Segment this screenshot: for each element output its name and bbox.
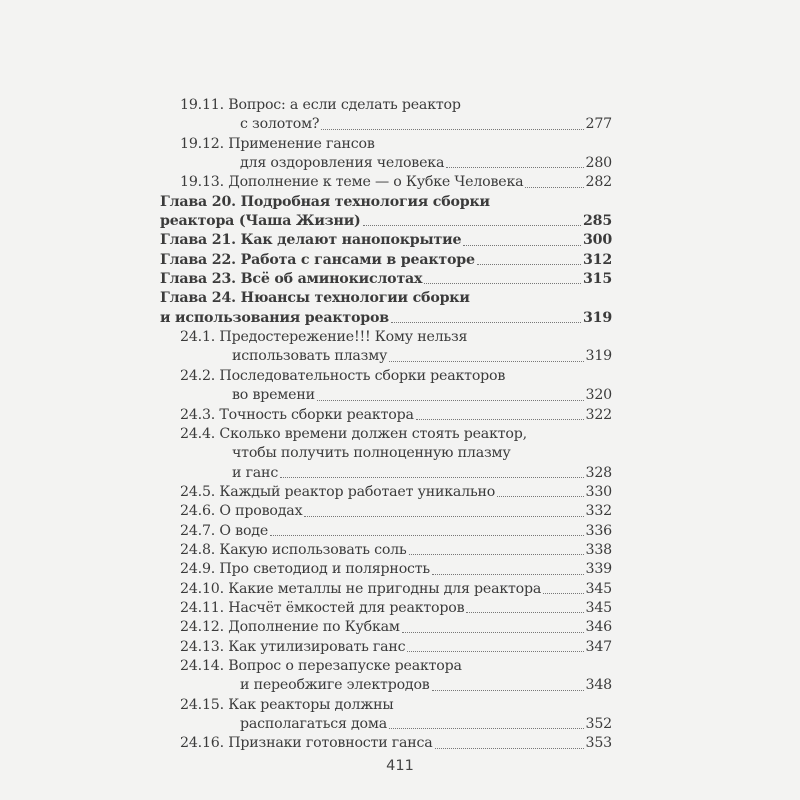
entry-number: 19.12. <box>180 135 224 152</box>
entry-title: Дополнение к теме — о Кубке Человека <box>228 174 524 191</box>
entry-number: 24.16. <box>180 735 224 752</box>
entry-page: 322 <box>585 406 612 423</box>
toc-line <box>160 464 612 483</box>
toc-entry <box>160 541 612 560</box>
toc-line <box>160 289 612 308</box>
dot-leader <box>477 264 581 265</box>
dot-leader <box>407 651 583 652</box>
entry-title: Вопрос о перезапуске реактора <box>228 657 462 674</box>
entry-title: Какую использовать соль <box>219 541 407 558</box>
toc-entry <box>160 483 612 502</box>
entry-page: 315 <box>582 271 612 288</box>
toc-line <box>160 541 612 560</box>
toc-line <box>160 502 612 521</box>
toc-line <box>160 580 612 599</box>
entry-page: 353 <box>585 735 612 752</box>
toc-entry <box>160 406 612 425</box>
toc-line <box>160 483 612 502</box>
dot-leader <box>402 632 584 633</box>
dot-leader <box>432 690 584 691</box>
dot-leader <box>446 167 583 168</box>
toc-line <box>160 347 612 366</box>
entry-page: 319 <box>582 309 612 326</box>
toc-entry <box>160 135 612 174</box>
toc-line <box>160 386 612 405</box>
entry-title: Про светодиод и полярность <box>219 561 430 578</box>
toc-entry <box>160 173 612 192</box>
entry-number: Глава 21. <box>160 232 236 249</box>
toc-entry <box>160 657 612 696</box>
entry-title: Какие металлы не пригодны для реактора <box>228 580 542 597</box>
dot-leader <box>389 728 584 729</box>
toc-line <box>160 425 612 444</box>
toc-line <box>160 715 612 734</box>
entry-title: Как делают нанопокрытие <box>240 232 462 249</box>
toc-line <box>160 522 612 541</box>
toc-line <box>160 367 612 386</box>
entry-title: для оздоровления человека <box>240 155 445 172</box>
entry-number: 24.1. <box>180 329 216 346</box>
entry-title: Предостережение!!! Кому нельзя <box>219 329 468 346</box>
dot-leader <box>389 361 583 362</box>
toc-entry <box>160 599 612 618</box>
entry-page: 332 <box>585 503 612 520</box>
table-of-contents <box>160 96 612 754</box>
entry-number: 19.11. <box>180 97 224 113</box>
toc-line <box>160 193 612 212</box>
entry-page: 345 <box>585 599 612 616</box>
toc-entry <box>160 328 612 367</box>
toc-entry <box>160 231 612 250</box>
entry-title: и переобжиге электродов <box>240 677 430 694</box>
entry-number: 24.5. <box>180 483 216 500</box>
toc-line <box>160 173 612 192</box>
entry-title: О проводах <box>219 503 303 520</box>
dot-leader <box>432 574 584 575</box>
dot-leader <box>317 400 584 401</box>
entry-title: Точность сборки реактора <box>219 406 414 423</box>
entry-number: 24.13. <box>180 638 224 655</box>
toc-entry <box>160 618 612 637</box>
toc-entry <box>160 251 612 270</box>
entry-number: Глава 20. <box>160 193 236 210</box>
entry-title: Нюансы технологии сборки <box>240 290 470 307</box>
entry-number: 24.4. <box>180 425 216 442</box>
entry-title: Сколько времени должен стоять реактор, <box>219 425 527 442</box>
dot-leader <box>463 245 581 246</box>
dot-leader <box>416 419 584 420</box>
dot-leader <box>466 612 583 613</box>
entry-number: 24.11. <box>180 599 224 616</box>
entry-number: 24.12. <box>180 619 224 636</box>
entry-page: 352 <box>585 716 612 732</box>
entry-page: 336 <box>585 522 612 539</box>
dot-leader <box>424 283 581 284</box>
entry-number: Глава 23. <box>160 271 236 288</box>
toc-line <box>160 231 612 250</box>
toc-entry <box>160 96 612 135</box>
entry-page: 330 <box>585 483 612 500</box>
entry-title: чтобы получить полноценную плазму <box>232 445 511 462</box>
entry-title: Всё об аминокислотах <box>240 271 423 288</box>
entry-title: использовать плазму <box>232 348 388 365</box>
toc-entry <box>160 580 612 599</box>
entry-page: 328 <box>585 464 612 481</box>
entry-page: 339 <box>585 561 612 578</box>
toc-line <box>160 734 612 753</box>
toc-entry <box>160 270 612 289</box>
toc-entry <box>160 734 612 753</box>
entry-title: Последовательность сборки реакторов <box>219 367 506 384</box>
toc-entry <box>160 193 612 232</box>
toc-entry <box>160 289 612 328</box>
entry-title: располагаться дома <box>240 716 387 732</box>
dot-leader <box>409 554 584 555</box>
page-number: 411 <box>386 758 414 774</box>
entry-number: 24.7. <box>180 522 216 539</box>
toc-line <box>160 696 612 715</box>
entry-page: 345 <box>585 580 612 597</box>
entry-page: 312 <box>582 251 612 268</box>
entry-page: 285 <box>582 213 612 230</box>
dot-leader <box>497 496 583 497</box>
entry-number: 24.15. <box>180 696 224 713</box>
entry-number: Глава 24. <box>160 290 236 307</box>
toc-line <box>160 618 612 637</box>
entry-title: и использования реакторов <box>160 309 389 326</box>
dot-leader <box>525 187 583 188</box>
toc-line <box>160 270 612 289</box>
entry-title: Как реакторы должны <box>228 696 394 713</box>
entry-title: Насчёт ёмкостей для реакторов <box>228 599 465 616</box>
entry-page: 348 <box>585 677 612 694</box>
toc-line <box>160 638 612 657</box>
entry-page: 347 <box>585 638 612 655</box>
entry-page: 346 <box>585 619 612 636</box>
entry-title: Подробная технология сборки <box>240 193 490 210</box>
entry-page: 320 <box>585 387 612 404</box>
entry-number: 19.13. <box>180 174 224 191</box>
toc-entry <box>160 522 612 541</box>
toc-line <box>160 115 612 134</box>
toc-line <box>160 212 612 231</box>
toc-entry <box>160 560 612 579</box>
toc-entry <box>160 367 612 406</box>
entry-title: с золотом? <box>240 116 320 133</box>
entry-number: Глава 22. <box>160 251 236 268</box>
entry-title: Работа с гансами в реакторе <box>240 251 475 268</box>
entry-title: Как утилизировать ганс <box>228 638 406 655</box>
entry-title: Применение гансов <box>228 135 375 152</box>
entry-page: 319 <box>585 348 612 365</box>
entry-page: 277 <box>585 116 612 133</box>
toc-entry <box>160 638 612 657</box>
dot-leader <box>435 748 584 749</box>
toc-line <box>160 251 612 270</box>
toc-line <box>160 406 612 425</box>
toc-line <box>160 560 612 579</box>
toc-entry <box>160 425 612 483</box>
dot-leader <box>321 129 583 130</box>
toc-line <box>160 444 612 463</box>
toc-line <box>160 96 612 115</box>
entry-number: 24.9. <box>180 561 216 578</box>
entry-page: 280 <box>585 155 612 172</box>
entry-number: 24.3. <box>180 406 216 423</box>
entry-title: реактора (Чаша Жизни) <box>160 213 361 230</box>
toc-line <box>160 309 612 328</box>
toc-line <box>160 599 612 618</box>
entry-number: 24.8. <box>180 541 216 558</box>
entry-title: и ганс <box>232 464 279 481</box>
dot-leader <box>363 225 581 226</box>
entry-number: 24.14. <box>180 657 224 674</box>
toc-line <box>160 135 612 154</box>
dot-leader <box>391 322 581 323</box>
entry-page: 300 <box>582 232 612 249</box>
toc-line <box>160 154 612 173</box>
entry-number: 24.6. <box>180 503 216 520</box>
toc-entry <box>160 696 612 735</box>
toc-entry <box>160 502 612 521</box>
entry-title: Дополнение по Кубкам <box>228 619 400 636</box>
entry-page: 282 <box>585 174 612 191</box>
toc-line <box>160 328 612 347</box>
entry-title: О воде <box>219 522 269 539</box>
entry-title: Вопрос: а если сделать реактор <box>228 97 461 113</box>
entry-title: во времени <box>232 387 315 404</box>
toc-line <box>160 657 612 676</box>
dot-leader <box>304 516 583 517</box>
entry-number: 24.10. <box>180 580 224 597</box>
entry-number: 24.2. <box>180 367 216 384</box>
entry-title: Каждый реактор работает уникально <box>219 483 496 500</box>
dot-leader <box>270 535 583 536</box>
entry-title: Признаки готовности ганса <box>228 735 433 752</box>
entry-page: 338 <box>585 541 612 558</box>
dot-leader <box>543 593 583 594</box>
toc-line <box>160 676 612 695</box>
dot-leader <box>280 477 583 478</box>
